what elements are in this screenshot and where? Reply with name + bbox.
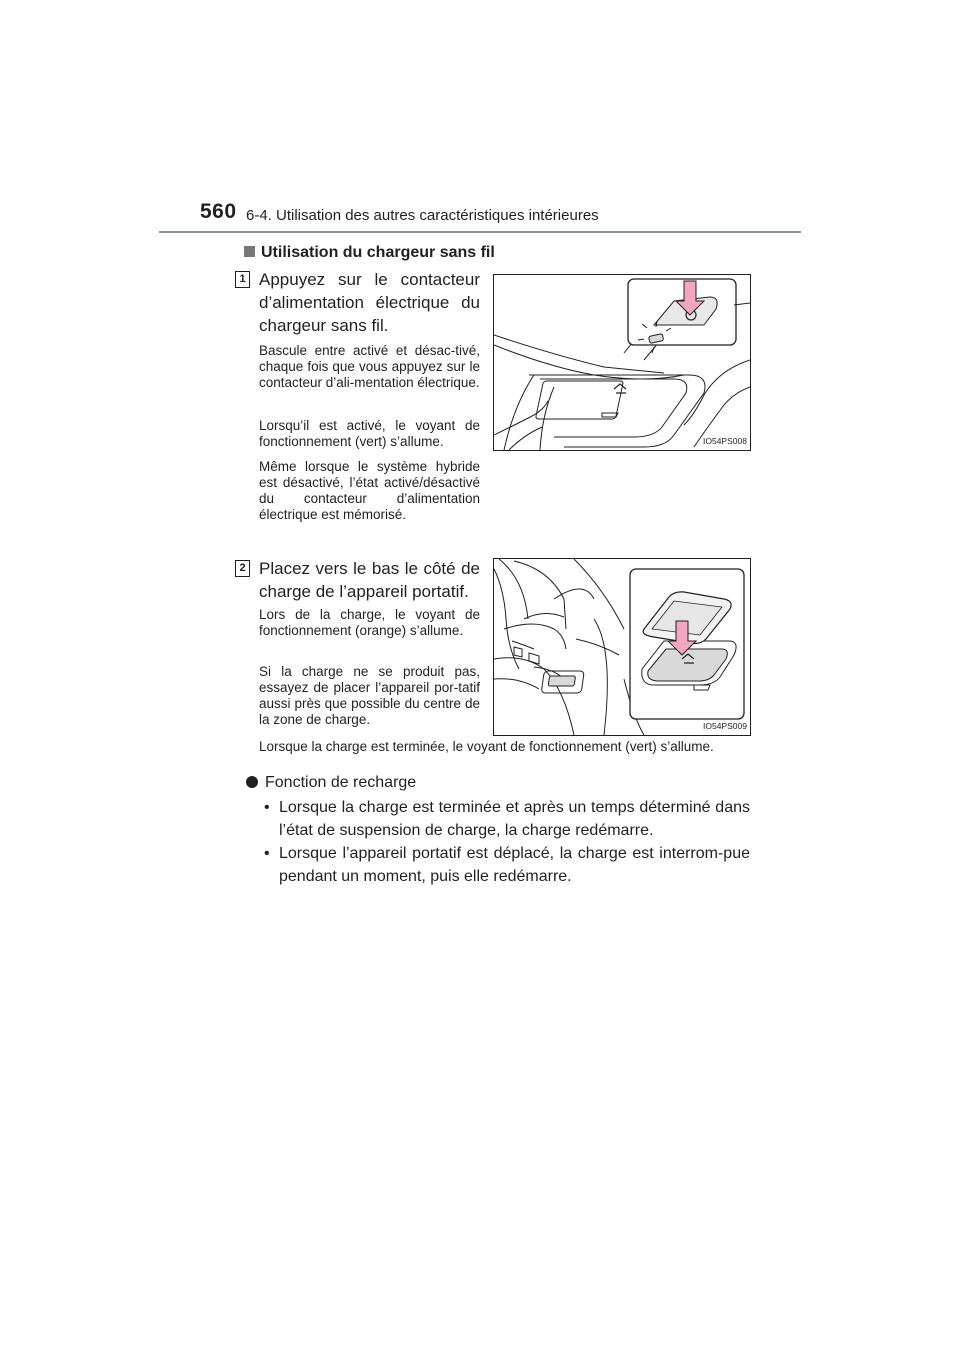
step-1-note-3: Même lorsque le système hybride est désactivé, l’état activé/désactivé du contacteur d’alimentation électrique est mémorisé. — [259, 459, 480, 522]
figure-1-code: IO54PS008 — [703, 436, 747, 446]
step-2-note-2: Si la charge ne se produit pas, essayez de placer l’appareil por-tatif aussi près que possible du centre de la zone de charge. — [259, 664, 480, 727]
bullet-dot: • — [264, 799, 270, 816]
recharge-item-2 — [264, 842, 750, 888]
step-number-2: 2 — [235, 560, 250, 577]
recharge-item-2-text: Lorsque l’appareil portatif est déplacé, la charge est interrom-pue pendant un moment, puis elle redémarre. — [279, 845, 750, 885]
round-bullet-icon — [246, 776, 258, 788]
recharge-title — [246, 774, 416, 792]
header-rule — [159, 231, 801, 233]
recharge-item-1-text: Lorsque la charge est terminée et après un temps déterminé dans l’état de suspension de charge, la charge redémarre. — [279, 799, 750, 839]
step-1-note-1: Bascule entre activé et désac-tivé, chaque fois que vous appuyez sur le contacteur d’ali-mentation électrique. — [259, 343, 480, 390]
recharge-item-1 — [264, 796, 750, 842]
step-number-1: 1 — [235, 271, 250, 288]
section-header: 6-4. Utilisation des autres caractéristiques intérieures — [246, 207, 599, 224]
figure-charger-switch — [493, 274, 751, 451]
step-2-note-1: Lors de la charge, le voyant de fonctionnement (orange) s’allume. — [259, 607, 480, 638]
step-1-text: Appuyez sur le contacteur d’alimentation électrique du chargeur sans fil. — [259, 270, 480, 335]
step-2-note-3: Lorsque la charge est terminée, le voyant de fonctionnement (vert) s’allume. — [259, 739, 714, 754]
square-bullet-icon — [244, 246, 255, 257]
figure-2-code: IO54PS009 — [703, 721, 747, 731]
page-number: 560 — [200, 200, 237, 223]
charger-switch-illustration — [494, 275, 750, 450]
bullet-dot: • — [264, 845, 270, 862]
step-1-note-2: Lorsqu’il est activé, le voyant de fonctionnement (vert) s’allume. — [259, 418, 480, 449]
step-2-text: Placez vers le bas le côté de charge de l’appareil portatif. — [259, 559, 480, 601]
section-title — [244, 244, 495, 262]
figure-phone-placement — [493, 558, 751, 736]
recharge-title-text: Fonction de recharge — [265, 774, 417, 791]
phone-placement-illustration — [494, 559, 750, 735]
section-title-text: Utilisation du chargeur sans fil — [261, 244, 495, 261]
